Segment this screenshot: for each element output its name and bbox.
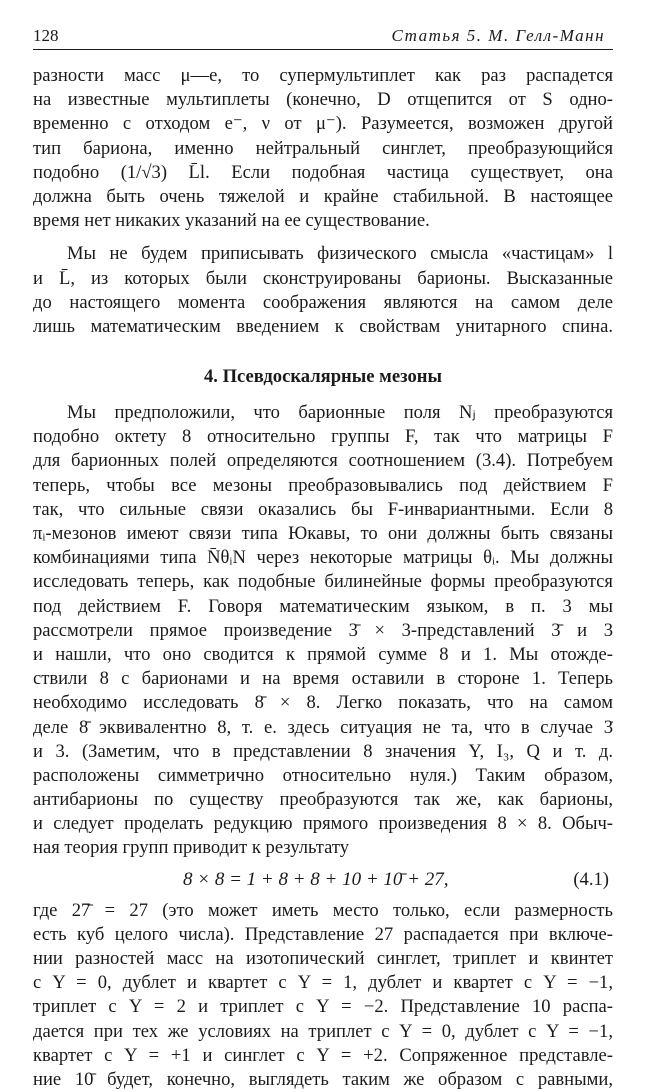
- text-line: с Y = 0, дублет и квартет с Y = 1, дублет и квартет с Y = −1,: [33, 972, 613, 994]
- text-line: подобно (1/√3) L̄l. Если подобная частица существует, она: [33, 161, 613, 183]
- text-line: Мы не будем приписывать физического смысла «частицам» l: [67, 243, 613, 265]
- text-line: ние 10̄ будет, конечно, выглядеть таким же образом с равными,: [33, 1068, 613, 1090]
- text-line: должна быть очень тяжелой и крайне стабильной. В настоящее: [33, 185, 613, 207]
- paragraph-2: [33, 242, 613, 339]
- text-line: лишь математическим введением к свойствам унитарного спина.: [33, 315, 613, 337]
- text-line: на известные мультиплеты (конечно, D отщепится от S одно-: [33, 89, 613, 111]
- text-line: так, что сильные связи оказались бы F-инвариантными. Если 8: [33, 498, 613, 520]
- running-title: Статья 5. М. Гелл-Манн: [391, 26, 605, 45]
- header-rule: [33, 49, 613, 50]
- text-line: расположены симметрично относительно нуля.) Таким образом,: [33, 764, 613, 786]
- paragraph-3: [33, 401, 613, 861]
- text-line: разности масс μ—e, то супермультиплет как раз распадется: [33, 65, 613, 86]
- text-line: Мы предположили, что барионные поля Nⱼ преобразуются: [67, 402, 613, 424]
- text-line: исследовать теперь, как подобные билинейные формы преобразуются: [33, 571, 613, 593]
- text-line: для барионных полей определяются соотношением (3.4). Потребуем: [33, 450, 613, 472]
- text-line: деле 8̄ эквивалентно 8, т. е. здесь ситуация не та, что в случае 3̄: [33, 716, 613, 738]
- text-line: и следует проделать редукцию прямого произведения 8 × 8. Обыч-: [33, 813, 613, 835]
- paragraph-1: [33, 64, 613, 233]
- text-line: антибарионы по существу преобразуются так же, как барионы,: [33, 789, 613, 811]
- text-line: πᵢ-мезонов имеют связи типа Юкавы, то они должны быть связаны: [33, 523, 613, 544]
- text-line: под действием F. Говоря математическим языком, в п. 3 мы: [33, 595, 613, 617]
- section-heading: 4. Псевдоскалярные мезоны: [204, 366, 442, 388]
- text-line: ствили 8 с барионами и на время оставили в стороне 1. Теперь: [33, 668, 613, 690]
- text-line: временно с отходом e⁻, ν от μ⁻). Разумеется, возможен другой: [33, 113, 613, 135]
- text-line: где 27̄ = 27 (это может иметь место только, если размерность: [33, 899, 613, 921]
- text-line: дается при тех же условиях на триплет с Y = 0, дублет с Y = −1,: [33, 1020, 613, 1042]
- text-line: есть куб целого числа). Представление 27 распадается при включе-: [33, 923, 613, 945]
- text-line: необходимо исследовать 8̄ × 8. Легко показать, что на самом: [33, 692, 613, 714]
- text-line: и нашли, что оно сводится к прямой сумме 8 и 1. Мы отожде-: [33, 643, 613, 665]
- text-line: рассмотрели прямое произведение 3̄ × 3-представлений 3̄ и 3: [33, 619, 613, 641]
- equation: 8 × 8 = 1 + 8 + 8 + 10 + 10̄ + 27,: [183, 868, 449, 890]
- text-line: ная теория групп приводит к результату: [33, 837, 350, 859]
- text-line: и 3. (Заметим, что в представлении 8 значения Y, I₃, Q и т. д.: [33, 740, 613, 762]
- text-line: тип бариона, именно нейтральный синглет, преобразующийся: [33, 137, 613, 159]
- text-line: комбинациями типа N̄θᵢN через некоторые матрицы θᵢ. Мы должны: [33, 547, 613, 569]
- text-line: подобно октету 8 относительно группы F, так что матрицы F: [33, 426, 613, 448]
- text-line: время нет никаких указаний на ее существование.: [33, 210, 430, 232]
- paragraph-gap: [33, 233, 613, 242]
- equation-number: (4.1): [573, 868, 609, 890]
- text-line: теперь, чтобы все мезоны преобразовывались под действием F: [33, 474, 613, 496]
- text-line: триплет с Y = 2 и триплет с Y = −2. Представление 10 распа-: [33, 996, 613, 1018]
- body-text: [33, 64, 613, 1092]
- text-line: и L̄, из которых были сконструированы барионы. Высказанные: [33, 267, 613, 289]
- paragraph-4: [33, 899, 613, 1092]
- text-line: нии разностей масс на изотопический синглет, триплет и квинтет: [33, 948, 613, 969]
- page-header: [33, 24, 613, 50]
- equation-row: [33, 865, 613, 895]
- page-number: 128: [33, 26, 59, 45]
- text-line: до настоящего момента соображения являются на самом деле: [33, 291, 613, 313]
- text-line: квартет с Y = +1 и синглет с Y = +2. Сопряженное представле-: [33, 1044, 613, 1066]
